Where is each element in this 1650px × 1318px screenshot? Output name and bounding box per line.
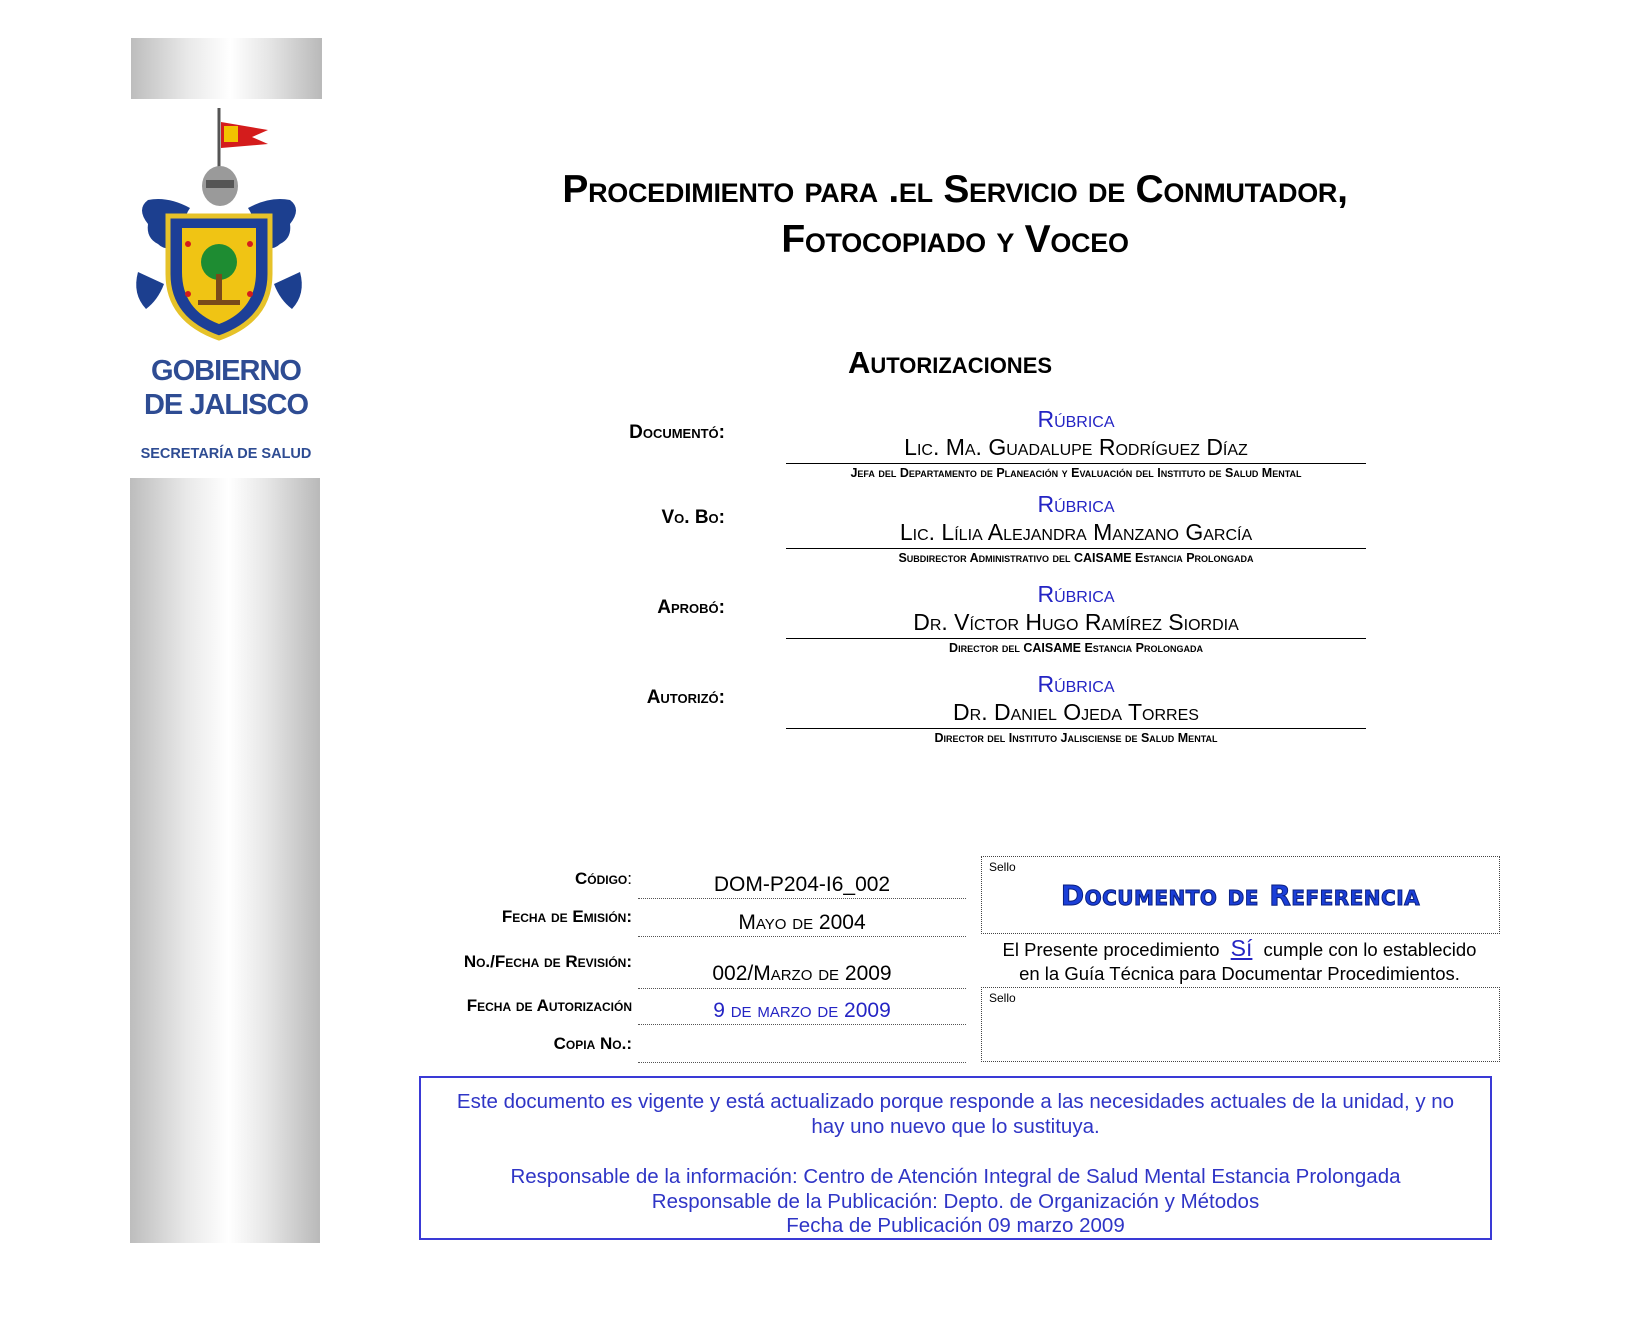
authorization-name: Lic. Ma. Guadalupe Rodríguez Díaz [786, 434, 1366, 464]
authorization-role: Jefa del Departamento de Planeación y Evaluación del Instituto de Salud Mental [850, 466, 1302, 480]
authorization-label: Autorizó: [646, 687, 725, 708]
notice-line: Este documento es vigente y está actualizado porque responde a las necesidades actuales de la unidad, y no [456, 1090, 1455, 1113]
notice-line: Responsable de la Publicación: Depto. de Organización y Métodos [651, 1189, 1260, 1213]
notice-line: Fecha de Publicación 09 marzo 2009 [786, 1214, 1125, 1237]
divider [638, 936, 966, 937]
divider [638, 1024, 966, 1025]
codigo-label: Código: [574, 869, 632, 888]
authorization-role: Director del Instituto Jalisciense de Salud Mental [934, 731, 1218, 745]
authorization-name: Dr. Daniel Ojeda Torres [786, 699, 1366, 729]
autorizacion-label: Fecha de Autorización [466, 996, 632, 1015]
organization-name-line2: DE JALISCO [143, 389, 309, 421]
seal-label: Sello [989, 991, 1016, 1005]
seal-statement-si: Sí [1230, 935, 1253, 961]
seal-box-empty [981, 987, 1500, 1062]
seal-statement [981, 936, 1498, 986]
authorization-label: Documentó: [629, 422, 725, 443]
authorization-role: Director del CAISAME Estancia Prolongada [949, 641, 1203, 655]
authorization-signature: Rúbrica [1037, 406, 1115, 432]
authorization-role: Subdirector Administrativo del CAISAME Estancia Prolongada [898, 551, 1254, 565]
validity-notice [419, 1076, 1492, 1240]
organization-name-line1: GOBIERNO [151, 355, 301, 387]
codigo-value: DOM-P204-I6_002 [713, 873, 891, 896]
seal-statement-after: cumple con lo establecido [1263, 939, 1477, 960]
document-title-line2: Fotocopiado y Voceo [781, 218, 1129, 261]
authorization-name: Lic. Lília Alejandra Manzano García [786, 519, 1366, 549]
notice-line: Responsable de la información: Centro de Atención Integral de Salud Mental Estancia Prolongada [510, 1165, 1401, 1188]
authorization-signature: Rúbrica [1037, 491, 1115, 517]
authorization-name: Dr. Víctor Hugo Ramírez Siordia [786, 609, 1366, 639]
authorizations-heading: Autorizaciones [847, 345, 1053, 380]
revision-value: 002/Marzo de 2009 [712, 962, 892, 985]
emision-value: Mayo de 2004 [738, 911, 866, 934]
reference-document-stamp: Documento de Referencia [1060, 879, 1421, 912]
seal-box-reference [981, 856, 1500, 934]
jalisco-coat-of-arms-icon [128, 104, 310, 346]
authorization-row-aprobo [560, 581, 1380, 666]
revision-label: No./Fecha de Revisión: [463, 952, 632, 971]
autorizacion-value: 9 de marzo de 2009 [713, 999, 891, 1022]
authorization-row-autorizo [560, 671, 1380, 756]
authorization-label: Aprobó: [657, 597, 725, 618]
seal-statement-before: El Presente procedimiento [1002, 939, 1220, 960]
authorization-row-vobo [560, 491, 1380, 576]
decorative-bar-bottom [130, 478, 320, 1243]
divider [638, 988, 966, 989]
emision-label: Fecha de Emisión: [501, 907, 632, 926]
seal-label: Sello [989, 860, 1016, 874]
copia-label: Copia No.: [553, 1034, 632, 1053]
divider [638, 898, 966, 899]
document-title-line1: Procedimiento para .el Servicio de Conmutador, [562, 168, 1348, 211]
notice-line: hay uno nuevo que lo sustituya. [811, 1114, 1100, 1138]
organization-department: SECRETARÍA DE SALUD [140, 446, 312, 462]
authorization-signature: Rúbrica [1037, 671, 1115, 697]
authorization-signature: Rúbrica [1037, 581, 1115, 607]
decorative-bar-top [131, 38, 322, 99]
authorization-row-documento [560, 406, 1380, 491]
divider [638, 1062, 966, 1063]
authorization-label: Vo. Bo: [661, 507, 725, 528]
seal-statement-line2: en la Guía Técnica para Documentar Procedimientos. [1019, 963, 1460, 984]
